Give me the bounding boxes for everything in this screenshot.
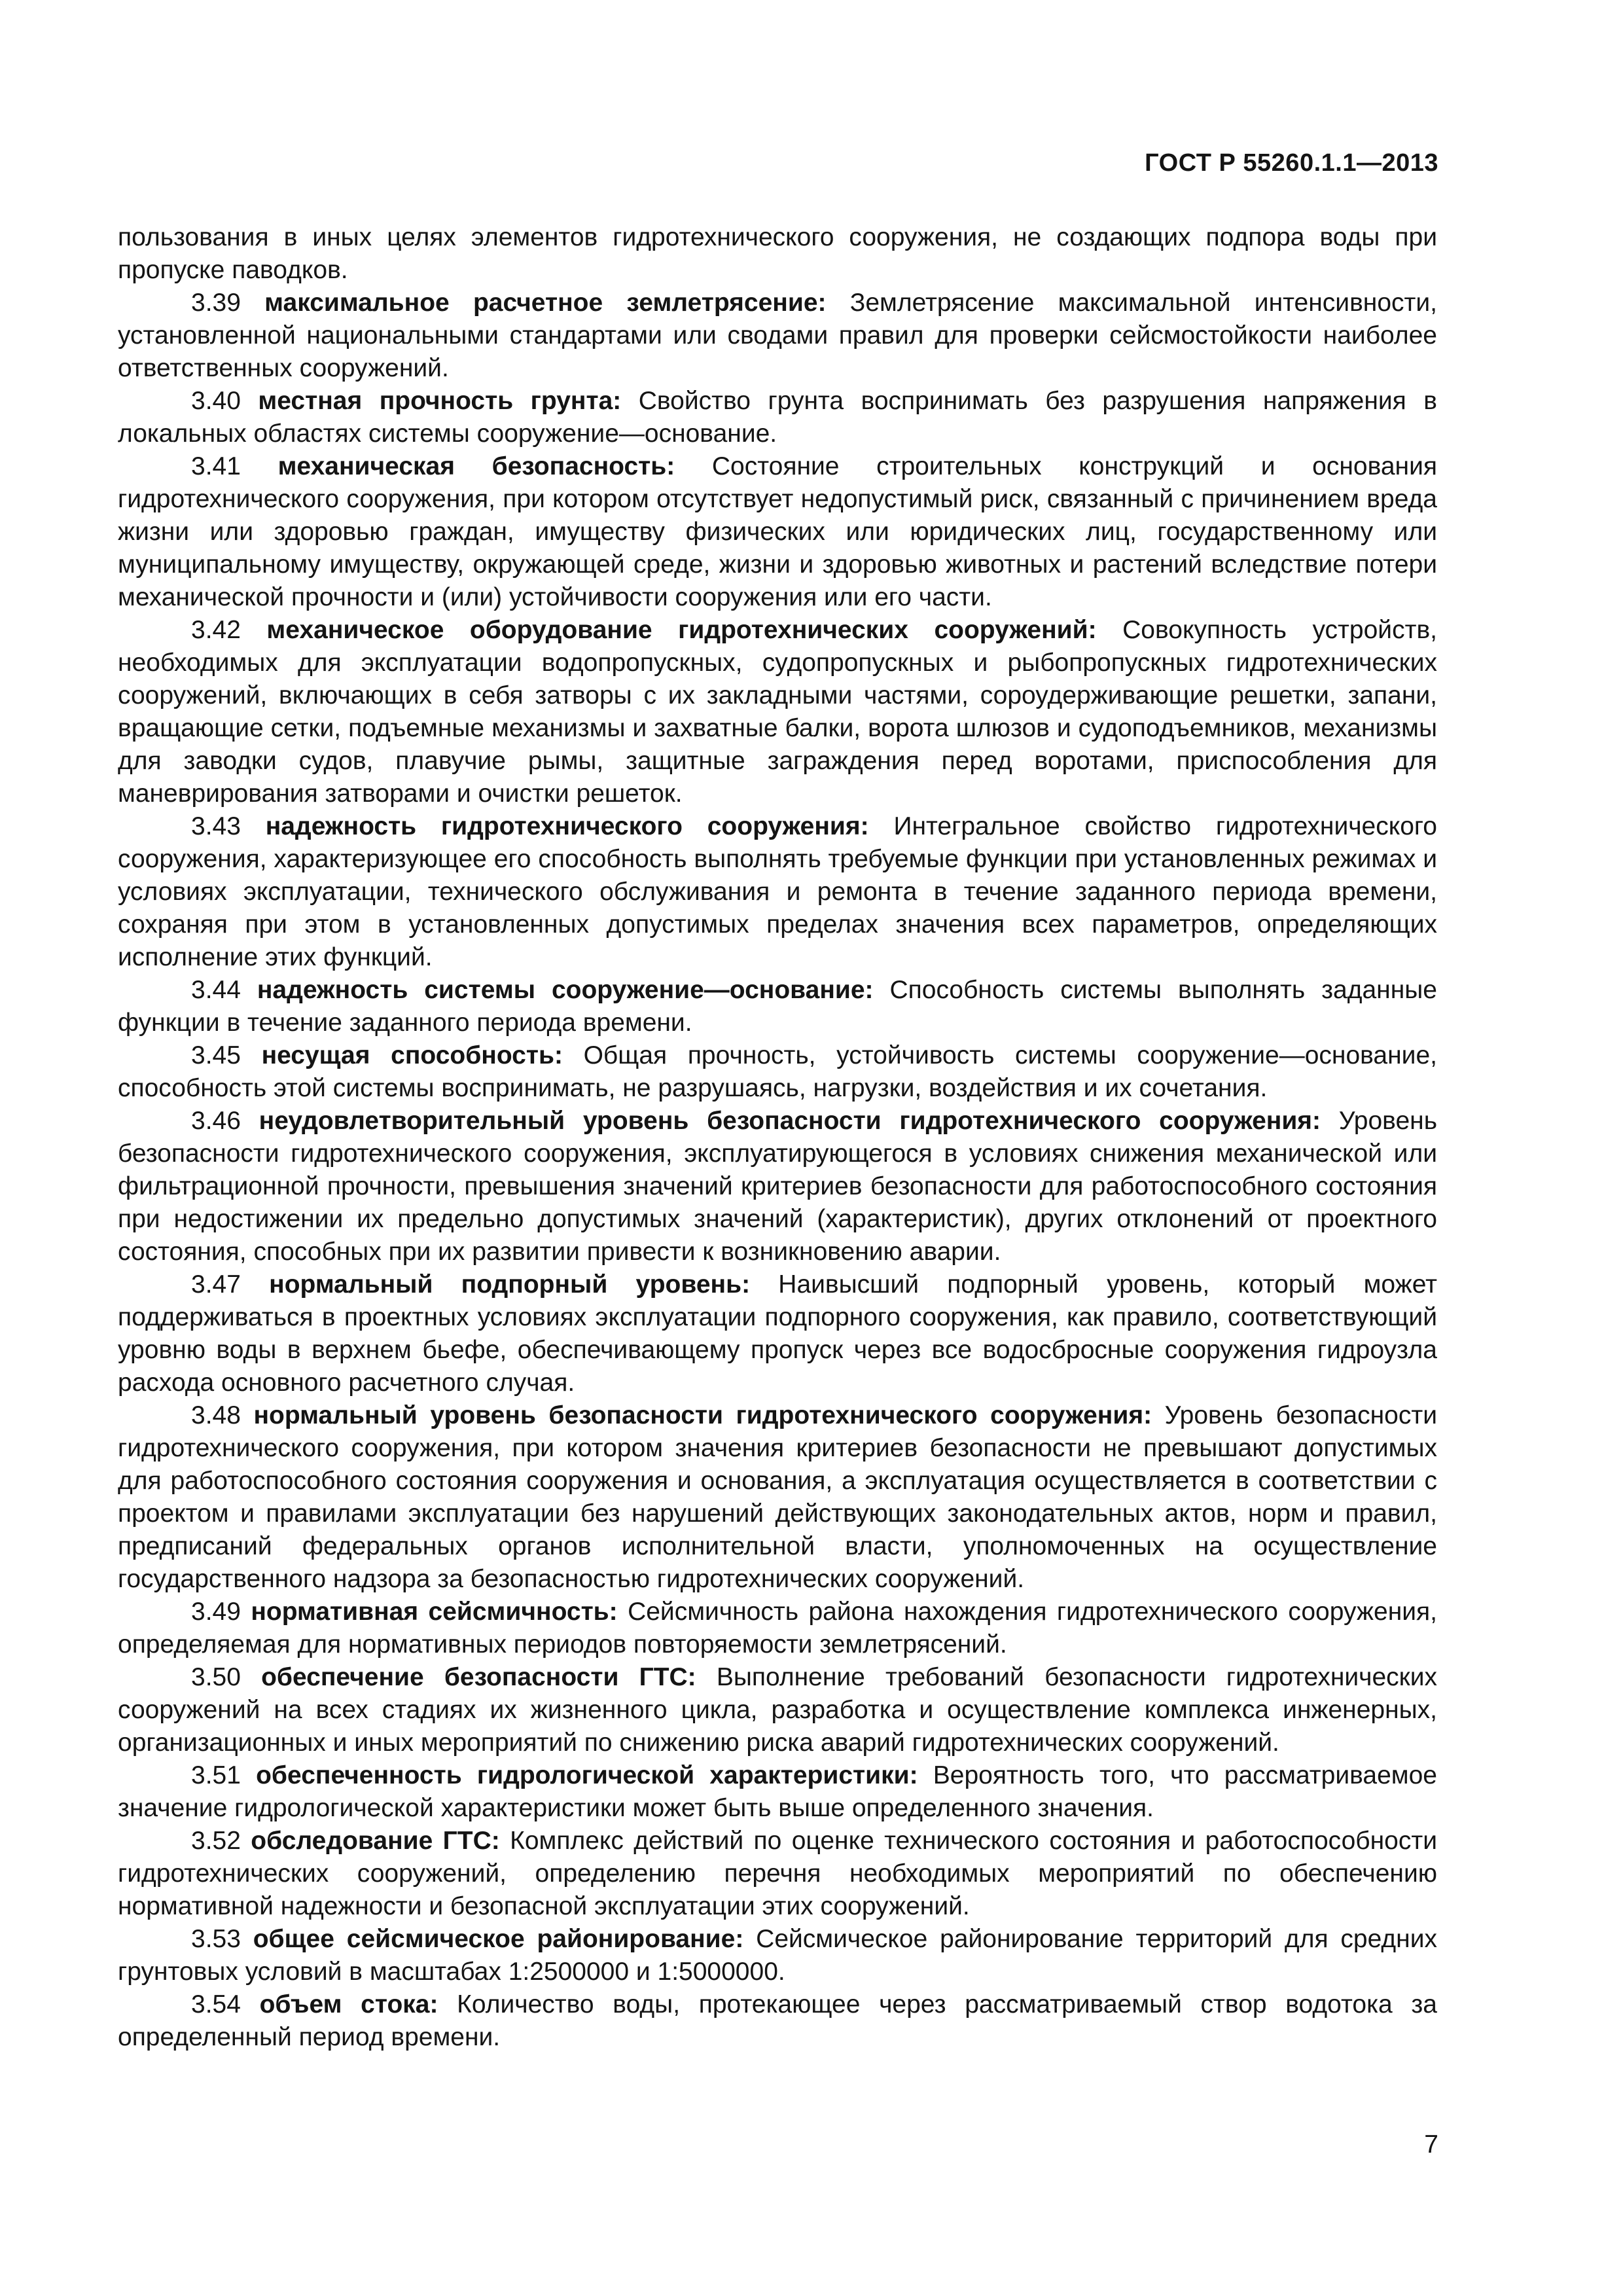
entry-term: нормальный уровень безопасности гидротехнического сооружения: bbox=[253, 1401, 1152, 1429]
entry-definition: Сейсмическое районирование территорий для средних грунтовых условий в масштабах 1:2500000 и 1:5000000. bbox=[118, 1925, 1437, 1986]
entry-number: 3.51 bbox=[191, 1761, 241, 1789]
entry-definition: Землетрясение максимальной интенсивности, установленной национальными стандартами или сводами правил для проверки сейсмостойкости наиболее ответственных сооружений. bbox=[118, 289, 1437, 382]
entry-number: 3.43 bbox=[191, 812, 241, 840]
entry-number: 3.41 bbox=[191, 452, 241, 480]
entry-term: местная прочность грунта: bbox=[258, 387, 622, 415]
entry-term: общее сейсмическое районирование: bbox=[253, 1925, 744, 1953]
entry-term: обеспечение безопасности ГТС: bbox=[261, 1663, 696, 1691]
entry-definition: Уровень безопасности гидротехнического сооружения, эксплуатирующегося в условиях снижения механической или фильтрационной прочности, превышения значений критериев безопасности для работоспособного состояния при недостижении их предельно допустимых значений (характеристик), других отклонений от проектного состояния, способных при их развитии привести к возникновению аварии. bbox=[118, 1107, 1438, 1266]
entry-definition: Интегральное свойство гидротехнического сооружения, характеризующее его способность выполнять требуемые функции при установленных режимах и условиях эксплуатации, технического обслуживания и ремонта в течение заданного периода времени, сохраняя при этом в установленных допустимых пределах значения всех параметров, определяющих исполнение этих функций. bbox=[118, 812, 1437, 971]
entry-definition: Комплекс действий по оценке технического состояния и работоспособности гидротехнических сооружений, определению перечня необходимых мероприятий по обеспечению нормативной надежности и безопасной эксплуатации этих сооружений. bbox=[118, 1827, 1437, 1920]
entry-definition: Совокупность устройств, необходимых для эксплуатации водопропускных, судопропускных и рыбопропускных гидротехнических сооружений, включающих в себя затворы с их закладными частями, сороудерживающие решетки, запани, вращающие сетки, подъемные механизмы и захватные балки, ворота шлюзов и судоподъемников, механизмы для заводки судов, плавучие рымы, защитные заграждения перед воротами, приспособления для маневрирования затворами и очистки решеток. bbox=[118, 616, 1437, 808]
entry-number: 3.47 bbox=[191, 1270, 241, 1299]
entry-term: механическое оборудование гидротехнических сооружений: bbox=[266, 616, 1097, 644]
entry-term: надежность системы сооружение—основание: bbox=[257, 976, 874, 1004]
entry-3-43 bbox=[118, 810, 1437, 974]
entry-term: механическая безопасность: bbox=[277, 452, 675, 480]
continuation-paragraph: пользования в иных целях элементов гидротехнического сооружения, не создающих подпора воды при пропуске паводков. bbox=[118, 223, 1437, 284]
entry-definition: Способность системы выполнять заданные функции в течение заданного периода времени. bbox=[118, 976, 1437, 1037]
entry-3-51 bbox=[118, 1759, 1437, 1825]
entry-3-39 bbox=[118, 287, 1437, 385]
entry-3-42 bbox=[118, 614, 1437, 810]
document-body bbox=[118, 221, 1437, 2054]
entry-number: 3.48 bbox=[191, 1401, 241, 1429]
entry-term: неудовлетворительный уровень безопасности гидротехнического сооружения: bbox=[259, 1107, 1321, 1135]
entry-number: 3.50 bbox=[191, 1663, 241, 1691]
entry-number: 3.53 bbox=[191, 1925, 241, 1953]
entry-term: обследование ГТС: bbox=[251, 1827, 500, 1855]
entry-term: максимальное расчетное землетрясение: bbox=[264, 289, 827, 317]
entry-3-41 bbox=[118, 450, 1437, 614]
entry-number: 3.45 bbox=[191, 1041, 241, 1069]
entry-3-49 bbox=[118, 1596, 1437, 1661]
document-header: ГОСТ Р 55260.1.1—2013 bbox=[1145, 149, 1438, 177]
entry-3-47 bbox=[118, 1268, 1437, 1399]
entry-definition: Количество воды, протекающее через рассматриваемый створ водотока за определенный период времени. bbox=[118, 1990, 1437, 2051]
entry-definition: Вероятность того, что рассматриваемое значение гидрологической характеристики может быть выше определенного значения. bbox=[118, 1761, 1437, 1822]
entry-term: объем стока: bbox=[259, 1990, 438, 2018]
entry-term: обеспеченность гидрологической характеристики: bbox=[256, 1761, 918, 1789]
entry-term: надежность гидротехнического сооружения: bbox=[265, 812, 869, 840]
entry-3-40 bbox=[118, 385, 1437, 450]
entry-3-50 bbox=[118, 1661, 1437, 1759]
entry-3-52 bbox=[118, 1825, 1437, 1923]
page-number: 7 bbox=[1424, 2130, 1438, 2159]
entry-3-48 bbox=[118, 1399, 1437, 1596]
entry-number: 3.49 bbox=[191, 1598, 241, 1626]
entry-number: 3.46 bbox=[191, 1107, 241, 1135]
entry-number: 3.42 bbox=[191, 616, 241, 644]
entry-3-44 bbox=[118, 974, 1437, 1039]
entry-number: 3.44 bbox=[191, 976, 241, 1004]
entry-definition: Уровень безопасности гидротехнического сооружения, при котором значения критериев безопасности не превышают допустимых для работоспособного состояния сооружения и основания, а эксплуатация осуществляется в соответствии с проектом и правилами эксплуатации без нарушений действующих законодательных актов, норм и правил, предписаний федеральных органов исполнительной власти, уполномоченных на осуществление государственного надзора за безопасностью гидротехнических сооружений. bbox=[118, 1401, 1437, 1593]
entry-3-53 bbox=[118, 1923, 1437, 1988]
entry-3-45 bbox=[118, 1039, 1437, 1105]
entry-3-46 bbox=[118, 1105, 1437, 1268]
entry-number: 3.39 bbox=[191, 289, 241, 317]
entry-definition: Свойство грунта воспринимать без разрушения напряжения в локальных областях системы сооружение—основание. bbox=[118, 387, 1437, 448]
entry-definition: Выполнение требований безопасности гидротехнических сооружений на всех стадиях их жизненного цикла, разработка и осуществление комплекса инженерных, организационных и иных мероприятий по снижению риска аварий гидротехнических сооружений. bbox=[118, 1663, 1437, 1757]
entry-number: 3.40 bbox=[191, 387, 241, 415]
entry-term: несущая способность: bbox=[261, 1041, 563, 1069]
entry-definition: Общая прочность, устойчивость системы сооружение—основание, способность этой системы воспринимать, не разрушаясь, нагрузки, воздействия и их сочетания. bbox=[118, 1041, 1437, 1102]
entry-definition: Сейсмичность района нахождения гидротехнического сооружения, определяемая для нормативных периодов повторяемости землетрясений. bbox=[118, 1598, 1437, 1659]
entry-number: 3.54 bbox=[191, 1990, 241, 2018]
entry-definition: Состояние строительных конструкций и основания гидротехнического сооружения, при котором отсутствует недопустимый риск, связанный с причинением вреда жизни или здоровью граждан, имуществу физических или юридических лиц, государственному или муниципальному имуществу, окружающей среде, жизни и здоровью животных и растений вследствие потери механической прочности и (или) устойчивости сооружения или его части. bbox=[118, 452, 1437, 611]
entry-definition: Наивысший подпорный уровень, который может поддерживаться в проектных условиях эксплуатации подпорного сооружения, как правило, соответствующий уровню воды в верхнем бьефе, обеспечивающему пропуск через все водосбросные сооружения гидроузла расхода основного расчетного случая. bbox=[118, 1270, 1437, 1397]
entry-number: 3.52 bbox=[191, 1827, 241, 1855]
entry-3-54 bbox=[118, 1988, 1437, 2054]
entry-term: нормативная сейсмичность: bbox=[251, 1598, 618, 1626]
entry-term: нормальный подпорный уровень: bbox=[269, 1270, 751, 1299]
